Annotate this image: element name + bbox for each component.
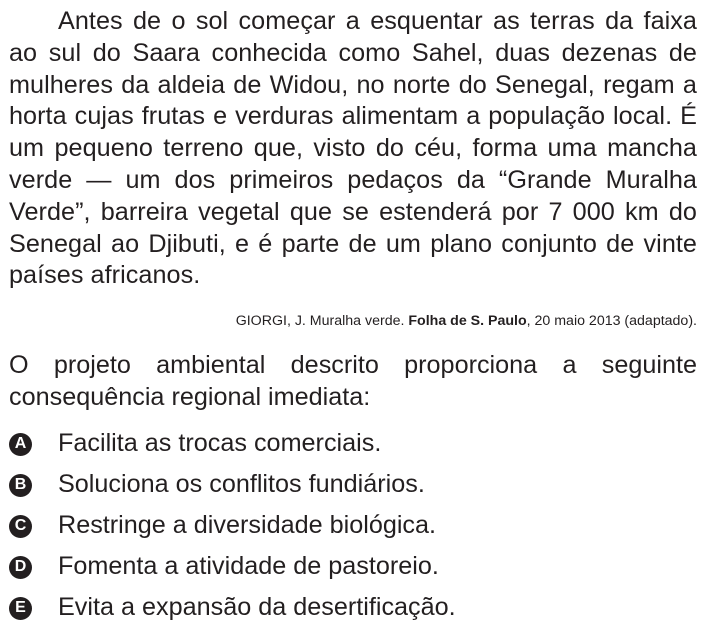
option-e-badge: E [9, 597, 32, 620]
answer-options [9, 424, 697, 629]
option-b[interactable] [9, 465, 697, 506]
option-c-badge: C [9, 515, 32, 538]
option-d[interactable] [9, 547, 697, 588]
citation-date: , 20 maio 2013 (adaptado). [526, 313, 697, 330]
source-citation [9, 312, 697, 330]
citation-author-title: GIORGI, J. Muralha verde. [235, 313, 409, 330]
option-e[interactable] [9, 588, 697, 629]
option-c-text: Restringe a diversidade biológica. [58, 511, 437, 540]
question-stem: O projeto ambiental descrito proporciona a seguinte consequência regional imediata: [9, 351, 697, 411]
option-e-text: Evita a expansão da desertificação. [58, 593, 456, 622]
source-passage: Antes de o sol começar a esquentar as terras da faixa ao sul do Saara conhecida como Sahel, duas dezenas de mulheres da aldeia de Widou, no norte do Senegal, regam a horta cujas frutas e verduras alimentam a população local. É um pequeno terreno que, visto do céu, forma uma mancha verde — um dos primeiros pedaços da “Grande Muralha Verde”, barreira vegetal que se estenderá por 7 000 km do Senegal ao Djibuti, e é parte de um plano conjunto de vinte países africanos. [9, 7, 697, 290]
citation-publication: Folha de S. Paulo [408, 313, 527, 330]
option-a-text: Facilita as trocas comerciais. [58, 429, 382, 458]
option-d-text: Fomenta a atividade de pastoreio. [58, 552, 439, 581]
option-b-badge: B [9, 474, 32, 497]
option-a-badge: A [9, 433, 32, 456]
option-d-badge: D [9, 556, 32, 579]
option-c[interactable] [9, 506, 697, 547]
option-a[interactable] [9, 424, 697, 465]
option-b-text: Soluciona os conflitos fundiários. [58, 470, 425, 499]
